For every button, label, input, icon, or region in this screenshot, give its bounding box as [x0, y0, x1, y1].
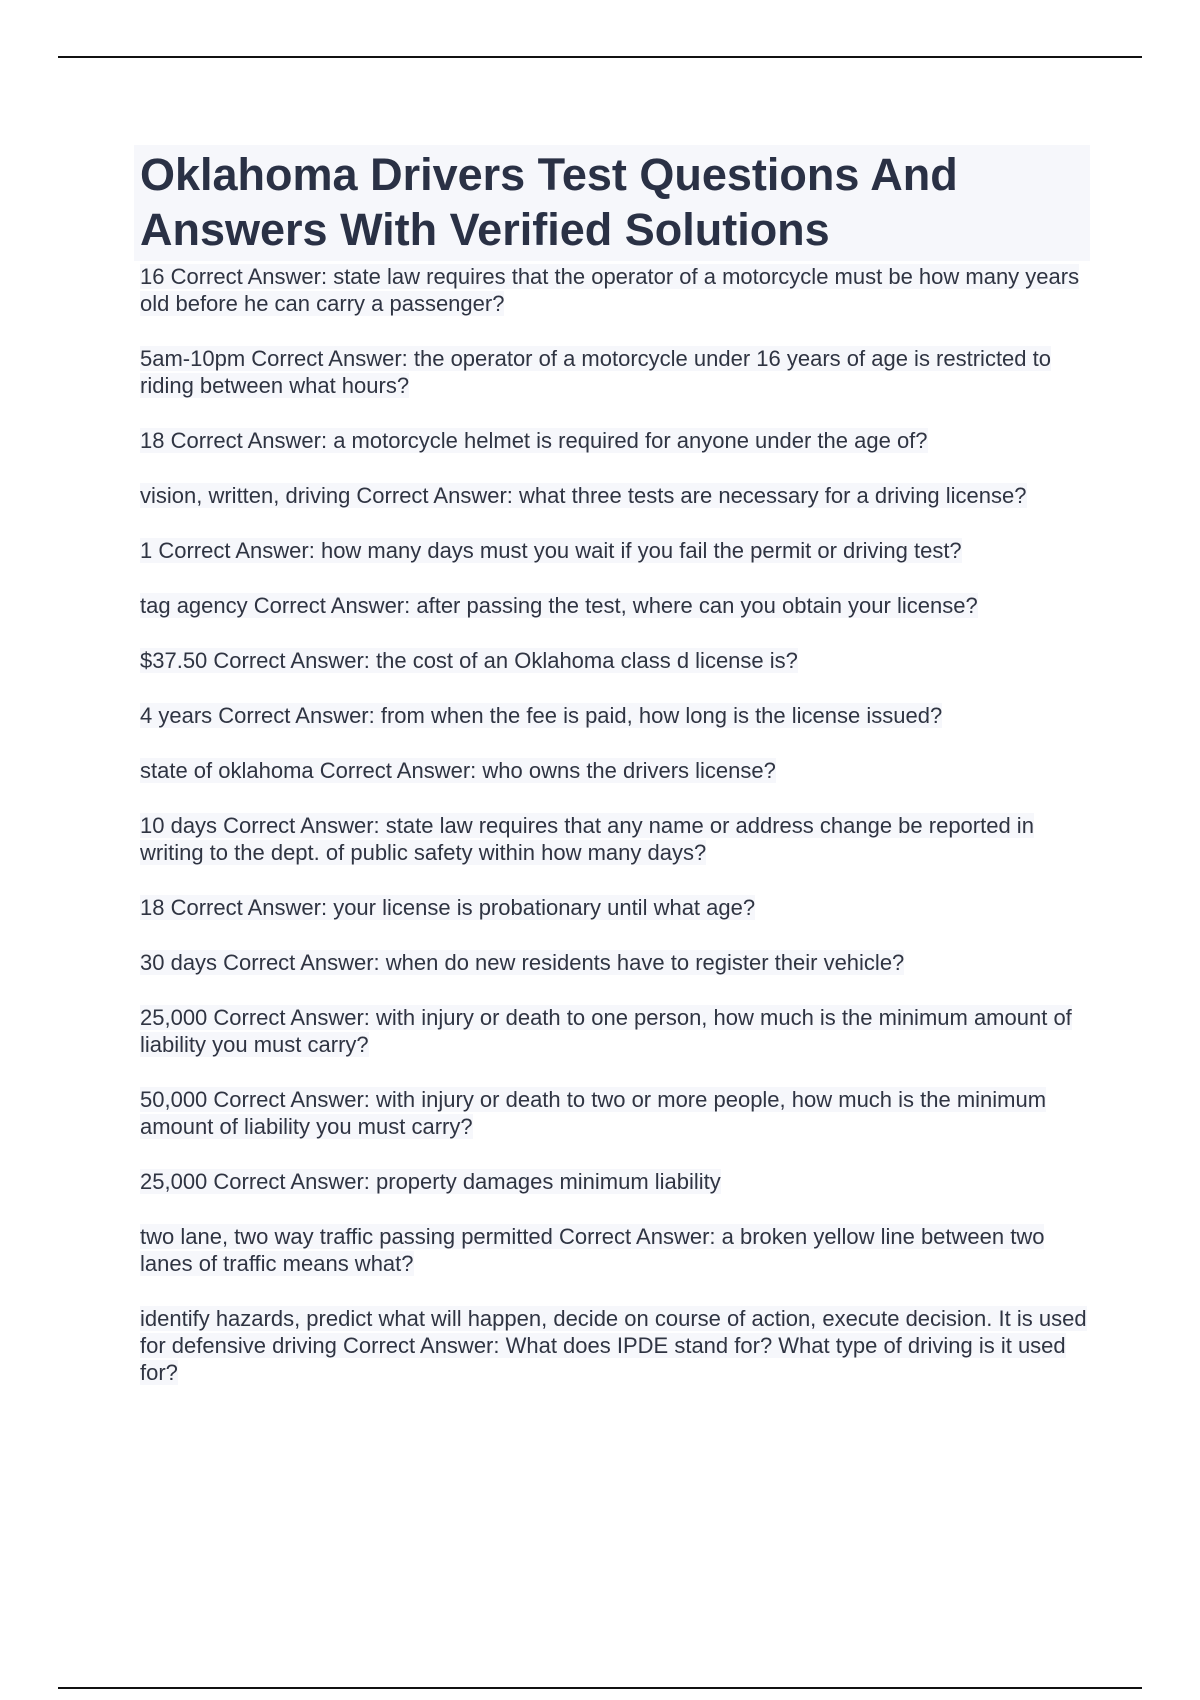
- qa-item: [140, 949, 1090, 976]
- top-divider: [58, 56, 1142, 58]
- document-title: Oklahoma Drivers Test Questions And Answers With Verified Solutions: [134, 145, 1090, 261]
- qa-item: [140, 482, 1090, 509]
- qa-item-text: 25,000 Correct Answer: property damages minimum liability: [140, 1169, 721, 1194]
- qa-item-text: 18 Correct Answer: a motorcycle helmet is required for anyone under the age of?: [140, 428, 928, 453]
- qa-item: [140, 757, 1090, 784]
- qa-item-text: 4 years Correct Answer: from when the fee is paid, how long is the license issued?: [140, 703, 943, 728]
- qa-item-text: two lane, two way traffic passing permitted Correct Answer: a broken yellow line between two lanes of traffic means what?: [140, 1224, 1045, 1276]
- qa-item-text: $37.50 Correct Answer: the cost of an Oklahoma class d license is?: [140, 648, 798, 673]
- qa-item: [140, 537, 1090, 564]
- qa-item-text: identify hazards, predict what will happen, decide on course of action, execute decision. It is used for defensive driving Correct Answer: What does IPDE stand for? What type of driving is it used for?: [140, 1306, 1087, 1385]
- qa-item-text: 25,000 Correct Answer: with injury or death to one person, how much is the minimum amount of liability you must carry?: [140, 1005, 1072, 1057]
- qa-list: [140, 263, 1090, 1386]
- qa-item-text: vision, written, driving Correct Answer: what three tests are necessary for a driving license?: [140, 483, 1027, 508]
- qa-item-text: state of oklahoma Correct Answer: who owns the drivers license?: [140, 758, 776, 783]
- qa-item-text: 18 Correct Answer: your license is probationary until what age?: [140, 895, 756, 920]
- qa-item: [140, 1004, 1090, 1058]
- qa-item: [140, 1305, 1090, 1386]
- qa-item: [140, 812, 1090, 866]
- qa-item: [140, 1168, 1090, 1195]
- qa-item: [140, 894, 1090, 921]
- qa-item: [140, 702, 1090, 729]
- qa-item-text: tag agency Correct Answer: after passing the test, where can you obtain your license?: [140, 593, 978, 618]
- qa-item-text: 50,000 Correct Answer: with injury or death to two or more people, how much is the minimum amount of liability you must carry?: [140, 1087, 1047, 1139]
- qa-item: [140, 647, 1090, 674]
- qa-item: [140, 1086, 1090, 1140]
- bottom-divider: [58, 1687, 1142, 1689]
- qa-item-text: 16 Correct Answer: state law requires that the operator of a motorcycle must be how many years old before he can carry a passenger?: [140, 264, 1080, 316]
- document-body: [140, 145, 1090, 1414]
- qa-item: [140, 1223, 1090, 1277]
- qa-item-text: 1 Correct Answer: how many days must you wait if you fail the permit or driving test?: [140, 538, 962, 563]
- qa-item: [140, 427, 1090, 454]
- qa-item-text: 10 days Correct Answer: state law requires that any name or address change be reported in writing to the dept. of public safety within how many days?: [140, 813, 1034, 865]
- qa-item-text: 30 days Correct Answer: when do new residents have to register their vehicle?: [140, 950, 905, 975]
- qa-item: [140, 263, 1090, 317]
- qa-item: [140, 592, 1090, 619]
- qa-item-text: 5am-10pm Correct Answer: the operator of a motorcycle under 16 years of age is restricted to riding between what hours?: [140, 346, 1051, 398]
- qa-item: [140, 345, 1090, 399]
